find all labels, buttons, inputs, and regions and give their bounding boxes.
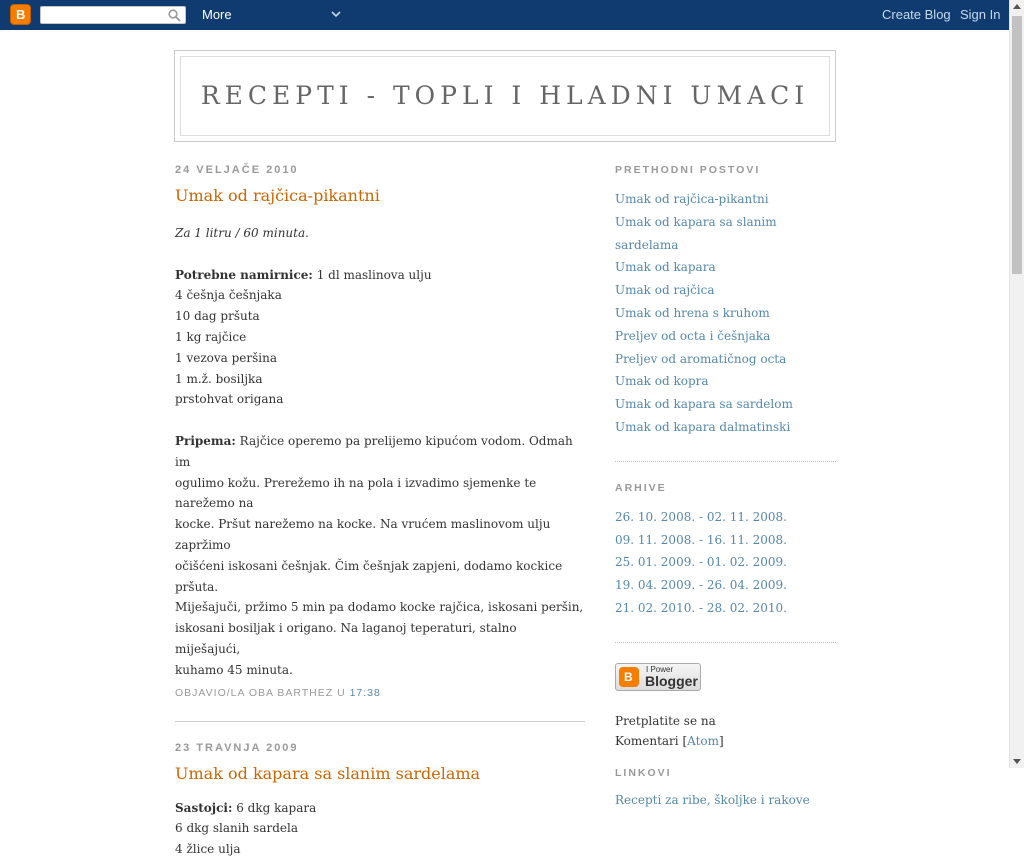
ingredient-line: 10 dag pršuta <box>175 309 260 324</box>
search-icon[interactable] <box>168 9 181 22</box>
external-link[interactable]: Recepti za ribe, školjke i rakove <box>615 792 810 807</box>
search-input[interactable] <box>44 8 168 24</box>
post-title[interactable]: Umak od rajčica-pikantni <box>175 186 380 205</box>
post <box>175 742 585 860</box>
post-intro: Za 1 litru / 60 minuta. <box>175 226 309 240</box>
archive-list <box>615 506 836 620</box>
sidebar-divider <box>615 461 836 462</box>
post-author: OBJAVIO/LA OBA BARTHEZ U <box>175 686 350 699</box>
preparation-label: Pripema: <box>175 433 236 448</box>
badge-logo-letter: B <box>624 669 633 684</box>
create-blog-link[interactable]: Create Blog <box>882 7 951 22</box>
blogger-navbar <box>0 0 1009 30</box>
post-divider <box>175 721 585 722</box>
sign-in-link[interactable]: Sign In <box>960 7 1001 22</box>
ingredient-line: 1 m.ž. bosiljka <box>175 371 263 386</box>
previous-post-link[interactable]: Umak od kapara <box>615 260 716 275</box>
badge-big-text: Blogger <box>645 672 698 689</box>
subscribe-comments-label: Komentari [ <box>615 733 688 748</box>
main-column <box>175 164 585 860</box>
ingredient-line: prstohvat origana <box>175 392 284 407</box>
preparation-line: Miješajuči, pržimo 5 min pa dodamo kocke rajčica, iskosani peršin, <box>175 600 584 615</box>
archive-link[interactable]: 09. 11. 2008. - 16. 11. 2008. <box>615 532 787 547</box>
links-heading: LINKOVI <box>615 766 672 779</box>
previous-post-link[interactable]: Preljev od aromatičnog octa <box>615 351 787 366</box>
post-title[interactable]: Umak od kapara sa slanim sardelama <box>175 763 481 783</box>
subscribe-text: Pretplatite se na <box>615 713 716 728</box>
badge-small-text: I Power <box>646 664 674 674</box>
previous-post-link[interactable]: Umak od kapara sa slanim sardelama <box>615 214 777 252</box>
ingredients-label: Potrebne namirnice: <box>175 267 313 282</box>
post-body <box>175 223 585 681</box>
atom-feed-link[interactable]: Atom <box>687 733 720 748</box>
ingredient-line: 1 kg rajčice <box>175 329 247 344</box>
preparation-line: iskosani bosiljak i origano. Na laganoj teperaturi, stalno miješajući, <box>175 621 517 656</box>
archive-heading: ARHIVE <box>615 481 667 494</box>
blogger-logo-icon[interactable] <box>10 4 31 25</box>
previous-post-link[interactable]: Umak od hrena s kruhom <box>615 305 770 320</box>
previous-post-link[interactable]: Umak od rajčica <box>615 283 715 298</box>
blog-header <box>174 50 836 142</box>
previous-post-link[interactable]: Umak od kopra <box>615 374 709 389</box>
ingredients-label: Sastojci: <box>175 800 233 815</box>
links-list <box>615 789 836 812</box>
post-body <box>175 798 585 860</box>
ingredient-line: 4 žlice ulja <box>175 842 241 857</box>
post-date: 24 VELJAČE 2010 <box>175 164 299 176</box>
ingredient-line: 6 dkg slanih sardela <box>175 821 298 836</box>
ingredient-line: 6 dkg kapara <box>232 800 317 815</box>
ingredient-line: 1 dl maslinova ulju <box>312 267 432 282</box>
post-date: 23 TRAVNJA 2009 <box>175 741 299 754</box>
previous-post-link[interactable]: Umak od rajčica-pikantni <box>615 192 769 206</box>
previous-post-link[interactable]: Preljev od octa i češnjaka <box>615 328 771 343</box>
header-inner-frame <box>180 56 830 136</box>
subscribe-bracket: ] <box>719 733 724 748</box>
scroll-thumb[interactable] <box>1012 16 1022 274</box>
preparation-line: ogulimo kožu. Prerežemo ih na pola i izvadimo sjemenke te narežemo na <box>175 475 537 511</box>
post-footer <box>175 687 585 699</box>
blog-title[interactable]: RECEPTI - TOPLI I HLADNI UMACI <box>200 81 810 110</box>
ingredient-line: 4 češnja češnjaka <box>175 288 282 303</box>
archive-link[interactable]: 25. 01. 2009. - 01. 02. 2009. <box>615 555 787 570</box>
archive-link[interactable]: 19. 04. 2009. - 26. 04. 2009. <box>615 578 787 593</box>
more-menu-button[interactable]: More <box>202 7 232 22</box>
previous-post-link[interactable]: Umak od kapara dalmatinski <box>615 419 791 434</box>
chevron-down-icon[interactable] <box>330 8 342 20</box>
archive-link[interactable]: 21. 02. 2010. - 28. 02. 2010. <box>615 600 787 615</box>
archive-link[interactable]: 26. 10. 2008. - 02. 11. 2008. <box>615 509 787 524</box>
previous-posts-heading: PRETHODNI POSTOVI <box>615 164 761 176</box>
previous-posts-list <box>615 188 836 439</box>
blogger-badge-icon <box>619 667 639 687</box>
preparation-line: Rajčice operemo pa prelijemo kipućom vodom. Odmah im <box>175 433 573 469</box>
ingredient-line: 1 vezova peršina <box>175 350 278 365</box>
subscribe-block <box>615 711 836 751</box>
scroll-down-arrow-icon[interactable] <box>1013 759 1021 764</box>
powered-by-blogger-badge[interactable] <box>615 663 701 691</box>
logo-letter: B <box>16 7 26 22</box>
sidebar <box>615 164 836 812</box>
preparation-line: kuhamo 45 minuta. <box>175 662 293 677</box>
post <box>175 164 585 699</box>
post-timestamp-link[interactable]: 17:38 <box>349 686 381 699</box>
preparation-line: kocke. Pršut narežemo na kocke. Na vrućem maslinovom ulju zapržimo <box>175 517 551 552</box>
sidebar-divider <box>615 642 836 643</box>
search-box <box>40 6 186 24</box>
vertical-scrollbar[interactable] <box>1009 0 1024 768</box>
preparation-line: očišćeni iskosani češnjak. Čim češnjak zapjeni, dodamo kockice pršuta. <box>175 558 563 594</box>
previous-post-link[interactable]: Umak od kapara sa sardelom <box>615 397 793 412</box>
scroll-up-arrow-icon[interactable] <box>1013 4 1021 9</box>
